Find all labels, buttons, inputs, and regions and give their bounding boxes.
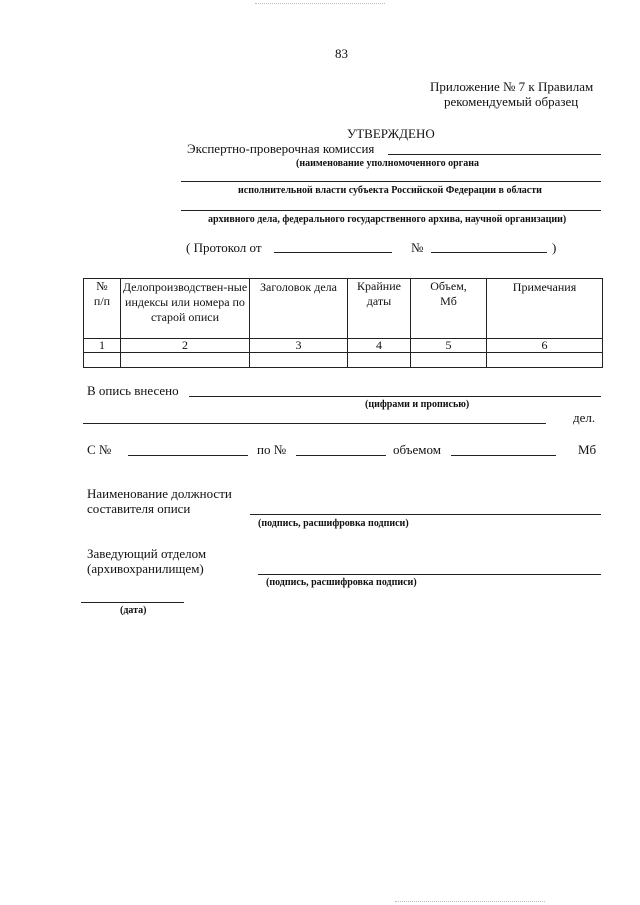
scan-artifact-bottom bbox=[395, 901, 545, 902]
head-signature-caption: (подпись, расшифровка подписи) bbox=[266, 577, 417, 588]
volume-label: объемом bbox=[393, 442, 441, 457]
from-number-line bbox=[128, 455, 248, 456]
sample-label: рекомендуемый образец bbox=[444, 94, 579, 109]
commission-line bbox=[388, 154, 601, 155]
included-caption: (цифрами и прописью) bbox=[365, 399, 470, 410]
table-header-row bbox=[84, 279, 603, 339]
col-header-indexes: Делопроизводствен-ные индексы или номера по старой описи bbox=[121, 279, 250, 339]
table-cell bbox=[411, 353, 487, 368]
col-header-title: Заголовок дела bbox=[250, 279, 348, 339]
mb-label: Мб bbox=[578, 442, 597, 457]
included-line bbox=[189, 396, 601, 397]
inventory-table bbox=[83, 278, 603, 368]
units-label: дел. bbox=[573, 410, 596, 425]
table-number-row bbox=[84, 339, 603, 353]
date-line bbox=[81, 602, 184, 603]
head-signature-line bbox=[258, 574, 601, 575]
compiler-signature-caption: (подпись, расшифровка подписи) bbox=[258, 518, 409, 529]
col-number-2: 2 bbox=[121, 339, 250, 353]
organ-caption-1: (наименование уполномоченного органа bbox=[296, 158, 479, 169]
col-number-1: 1 bbox=[84, 339, 121, 353]
head-title-line1: Заведующий отделом bbox=[87, 546, 207, 561]
compiler-position-line2: составителя описи bbox=[87, 501, 191, 516]
col-number-4: 4 bbox=[348, 339, 411, 353]
volume-line bbox=[451, 455, 556, 456]
organ-line-2 bbox=[181, 181, 601, 182]
to-number-label: по № bbox=[257, 442, 287, 457]
included-line-2 bbox=[83, 423, 546, 424]
table-empty-row bbox=[84, 353, 603, 368]
table-cell bbox=[121, 353, 250, 368]
protocol-number-line bbox=[431, 252, 547, 253]
from-number-label: С № bbox=[87, 442, 112, 457]
col-header-dates: Крайние даты bbox=[348, 279, 411, 339]
page-number: 83 bbox=[335, 46, 348, 61]
approved-title: УТВЕРЖДЕНО bbox=[347, 126, 435, 141]
col-number-3: 3 bbox=[250, 339, 348, 353]
head-title-line2: (архивохранилищем) bbox=[87, 561, 204, 576]
col-header-number: № п/п bbox=[84, 279, 121, 339]
to-number-line bbox=[296, 455, 386, 456]
table-cell bbox=[250, 353, 348, 368]
appendix-title: Приложение № 7 к Правилам bbox=[430, 79, 594, 94]
protocol-close: ) bbox=[552, 240, 557, 255]
organ-caption-3: архивного дела, федерального государственного архива, научной организации) bbox=[208, 214, 567, 225]
table-cell bbox=[487, 353, 603, 368]
included-label: В опись внесено bbox=[87, 383, 179, 398]
date-caption: (дата) bbox=[120, 605, 147, 616]
protocol-number-label: № bbox=[411, 240, 424, 255]
compiler-position-line1: Наименование должности bbox=[87, 486, 232, 501]
col-header-volume: Объем, Мб bbox=[411, 279, 487, 339]
scan-artifact-top bbox=[255, 3, 385, 4]
protocol-date-line bbox=[274, 252, 392, 253]
organ-caption-2: исполнительной власти субъекта Российской Федерации в области bbox=[238, 185, 542, 196]
protocol-open: ( Протокол от bbox=[186, 240, 262, 255]
organ-line-3 bbox=[181, 210, 601, 211]
col-header-notes: Примечания bbox=[487, 279, 603, 339]
commission-label: Экспертно-проверочная комиссия bbox=[187, 141, 375, 156]
col-number-5: 5 bbox=[411, 339, 487, 353]
col-number-6: 6 bbox=[487, 339, 603, 353]
compiler-signature-line bbox=[250, 514, 601, 515]
table-cell bbox=[348, 353, 411, 368]
table-cell bbox=[84, 353, 121, 368]
